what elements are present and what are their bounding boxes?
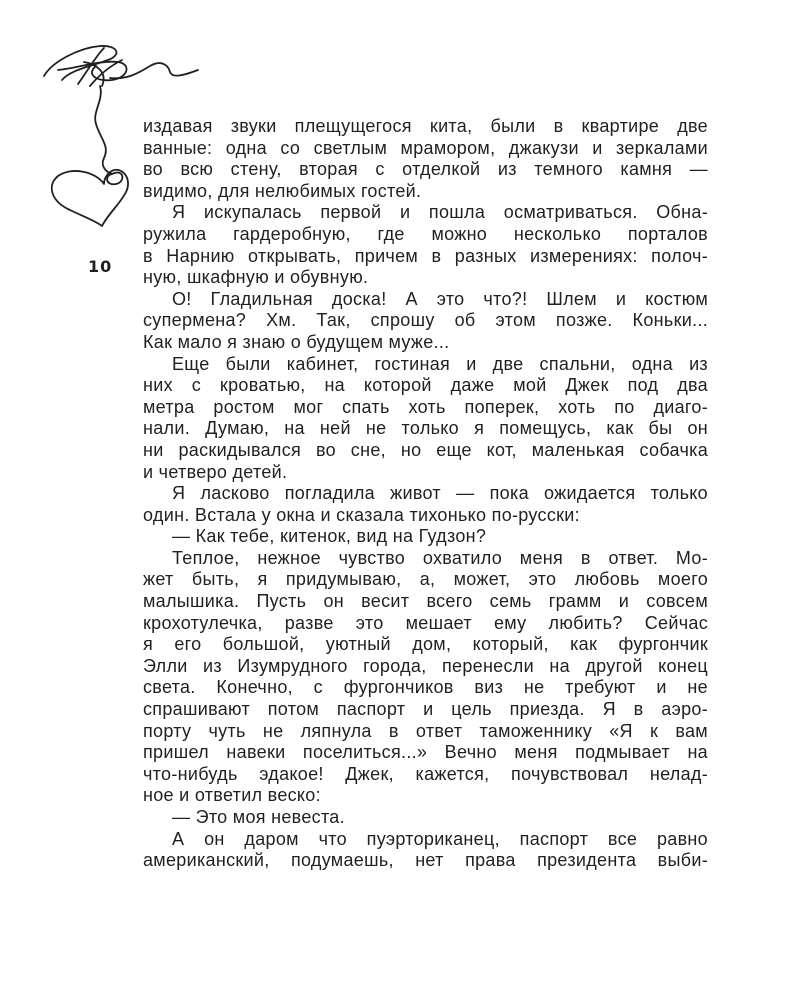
text-line: и четверо детей. <box>143 461 288 482</box>
text-line: них с кроватью, на которой даже мой Джек под два <box>143 375 708 396</box>
text-line: супермена? Хм. Так, спрошу об этом позже. Коньки... <box>143 310 708 331</box>
body-text <box>143 116 708 872</box>
text-line: один. Встала у окна и сказала тихонько по-русски: <box>143 504 580 525</box>
text-line: ружила гардеробную, где можно несколько порталов <box>143 223 708 244</box>
dialogue-line <box>143 807 708 829</box>
paragraph <box>143 548 708 807</box>
text-line: ванные: одна со светлым мрамором, джакузи и зеркалами <box>143 137 708 158</box>
paragraph <box>143 116 708 202</box>
text-line: Я ласково погладила живот — пока ожидается только <box>172 483 708 504</box>
text-line: ную, шкафную и обувную. <box>143 267 369 288</box>
paragraph <box>143 483 708 526</box>
page-number: 10 <box>88 257 113 276</box>
text-line: я его большой, уютный дом, который, как фургончик <box>143 634 708 655</box>
text-line: Еще были кабинет, гостиная и две спальни, одна из <box>172 353 708 374</box>
text-line: жет быть, я придумываю, а, может, это любовь моего <box>143 569 708 590</box>
paragraph <box>143 289 708 354</box>
text-line: видимо, для нелюбимых гостей. <box>143 180 422 201</box>
text-line: малышика. Пусть он весит всего семь грамм и совсем <box>143 591 708 612</box>
text-line: американский, подумаешь, нет права президента выби- <box>143 850 708 871</box>
text-line: О! Гладильная доска! А это что?! Шлем и костюм <box>172 288 708 309</box>
paragraph <box>143 829 708 872</box>
text-line: — Как тебе, китенок, вид на Гудзон? <box>172 526 487 547</box>
text-line: Элли из Изумрудного города, перенесли на другой конец <box>143 655 708 676</box>
text-line: света. Конечно, с фургончиков виз не требуют и не <box>143 677 708 698</box>
text-line: крохотулечка, разве это мешает ему любить? Сейчас <box>143 612 708 633</box>
text-line: метра ростом мог спать хоть поперек, хоть по диаго- <box>143 396 708 417</box>
paragraph <box>143 202 708 288</box>
text-line: в Нарнию открывать, причем в разных измерениях: полоч- <box>143 245 708 266</box>
paragraph <box>143 354 708 484</box>
text-line: А он даром что пуэрториканец, паспорт все равно <box>172 828 708 849</box>
text-line: пришел навеки поселиться...» Вечно меня подмывает на <box>143 742 708 763</box>
text-line: издавая звуки плещущегося кита, были в квартире две <box>143 116 708 136</box>
text-line: Теплое, нежное чувство охватило меня в ответ. Мо- <box>172 547 708 568</box>
text-line: Я искупалась первой и пошла осматриваться. Обна- <box>172 202 708 223</box>
text-line: ни раскидывался во сне, но еще кот, маленькая собачка <box>143 439 708 460</box>
dialogue-line <box>143 526 708 548</box>
text-line: спрашивают потом паспорт и цель приезда. Я в аэро- <box>143 699 708 720</box>
text-line: Как мало я знаю о будущем муже... <box>143 331 450 352</box>
text-line: что-нибудь эдакое! Джек, кажется, почувствовал нелад- <box>143 763 708 784</box>
text-line: порту чуть не ляпнула в ответ таможеннику «Я к вам <box>143 720 708 741</box>
text-line: — Это моя невеста. <box>172 807 345 827</box>
text-line: во всю стену, вторая с отделкой из темного камня — <box>143 159 708 180</box>
text-line: ное и ответил веско: <box>143 785 321 806</box>
text-line: нали. Думаю, на ней не только я помещусь, как бы он <box>143 418 708 439</box>
